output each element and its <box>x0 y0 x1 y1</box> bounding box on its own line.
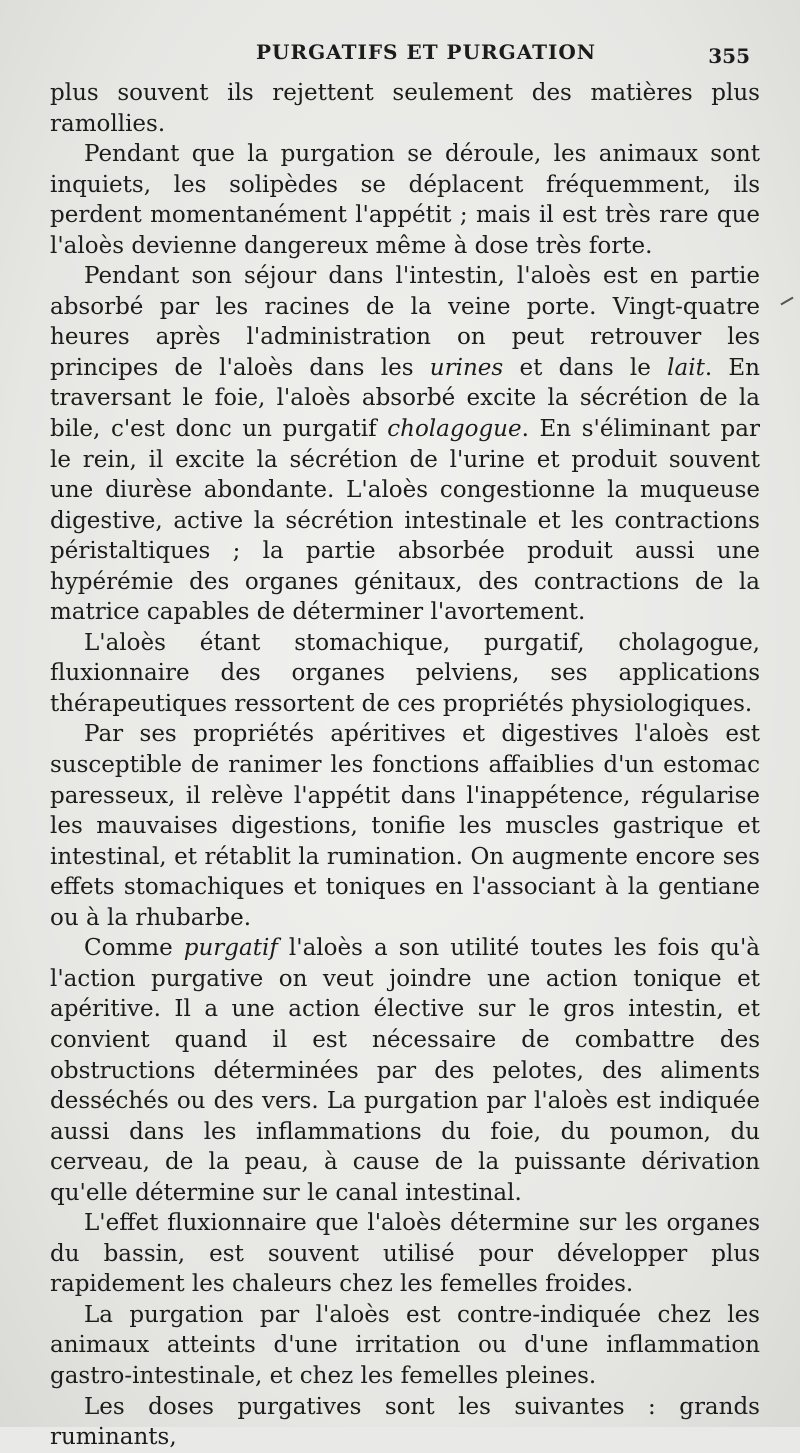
paragraph-7: L'effet fluxionnaire que l'aloès détermine sur les organes du bassin, est souvent utilisé pour développer plus rapidement les chaleurs chez les femelles froides. <box>50 1210 760 1298</box>
margin-mark <box>780 297 793 306</box>
italic-term-urines: urines <box>429 354 504 381</box>
running-head <box>0 40 800 74</box>
italic-term-cholagogue: cholagogue <box>387 416 522 443</box>
paragraph-4: L'aloès étant stomachique, purgatif, cholagogue, fluxionnaire des organes pelviens, ses applications thérapeutiques ressortent de ces propriétés physiologiques. <box>50 629 760 717</box>
italic-term-purgatif: purgatif <box>183 935 278 962</box>
body-text <box>50 78 760 1453</box>
paragraph-8: La purgation par l'aloès est contre-indiquée chez les animaux atteints d'une irritation ou d'une inflammation gastro-intestinale, et chez les femelles pleines. <box>50 1301 760 1389</box>
paragraph-6: Comme purgatif l'aloès a son utilité toutes les fois qu'à l'action purgative on veut joindre une action tonique et apéritive. Il a une action élective sur le gros intestin, et convient quand il est nécessaire de combattre des obstructions déterminées par des pelotes, des aliments desséchés ou des vers. La purgation par l'aloès est indiquée aussi dans les inflammations du foie, du poumon, du cerveau, de la peau, à cause de la puissante dérivation qu'elle détermine sur le canal intestinal. <box>50 935 760 1206</box>
paragraph-2: Pendant que la purgation se déroule, les animaux sont inquiets, les solipèdes se déplacent fréquemment, ils perdent momentanément l'appétit ; mais il est très rare que l'aloès devienne dangereux même à dose très forte. <box>50 141 760 259</box>
paragraph-9: Les doses purgatives sont les suivantes : grands ruminants, <box>50 1393 760 1451</box>
italic-term-lait: lait <box>667 354 705 381</box>
page-number: 355 <box>708 44 750 68</box>
running-title: PURGATIFS ET PURGATION <box>256 40 597 64</box>
paragraph-1: plus souvent ils rejettent seulement des matières plus ramollies. <box>50 80 760 137</box>
paragraph-3: Pendant son séjour dans l'intestin, l'aloès est en partie absorbé par les racines de la veine porte. Vingt-quatre heures après l'administration on peut retrouver les principes de l'aloès dans les urines et dans le lait. En traversant le foie, l'aloès absorbé excite la sécrétion de la bile, c'est donc un purgatif cholagogue. En s'éliminant par le rein, il excite la sécrétion de l'urine et produit souvent une diurèse abondante. L'aloès congestionne la muqueuse digestive, active la sécrétion intestinale et les contractions péristaltiques ; la partie absorbée produit aussi une hypérémie des organes génitaux, des contractions de la matrice capables de déterminer l'avortement. <box>50 263 760 626</box>
paragraph-5: Par ses propriétés apéritives et digestives l'aloès est susceptible de ranimer les fonctions affaiblies d'un estomac paresseux, il relève l'appétit dans l'inappétence, régularise les mauvaises digestions, tonifie les muscles gastrique et intestinal, et rétablit la rumination. On augmente encore ses effets stomachiques et toniques en l'associant à la gentiane ou à la rhubarbe. <box>50 721 760 931</box>
